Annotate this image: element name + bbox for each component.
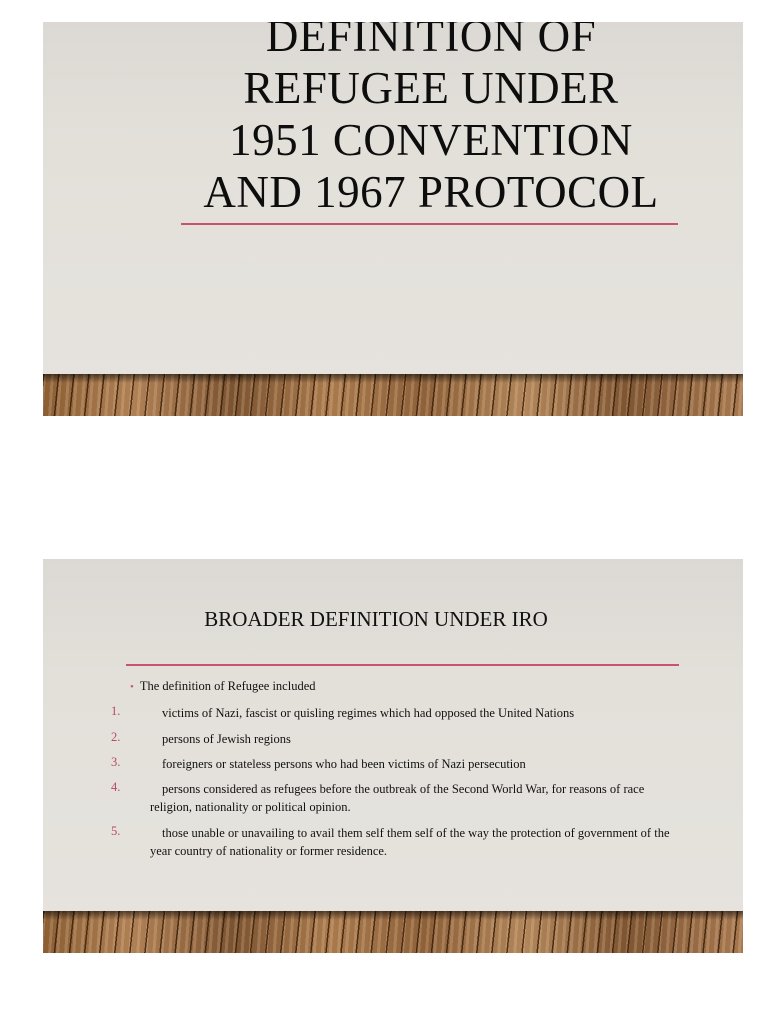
title-line: 1951 CONVENTION — [229, 115, 633, 165]
title-line: AND 1967 PROTOCOL — [203, 167, 659, 217]
wood-floor-decoration — [43, 374, 743, 416]
slide-1 — [43, 22, 743, 416]
item-text: persons of Jewish regions — [162, 732, 291, 746]
title-underline-divider — [181, 223, 678, 225]
bullet-item — [130, 679, 316, 694]
title-line: REFUGEE UNDER — [243, 63, 619, 113]
wood-floor-decoration — [43, 911, 743, 953]
numbered-item — [111, 730, 671, 748]
item-text: victims of Nazi, fascist or quisling regimes which had opposed the United Nations — [162, 706, 575, 720]
item-number: 1. — [111, 704, 121, 718]
numbered-item — [111, 824, 671, 860]
item-text: those unable or unavailing to avail them self them self of the way the protection of government of the year country of nationality or former residence. — [150, 826, 670, 858]
item-text: persons considered as refugees before the outbreak of the Second World War, for reasons of race religion, nationality or political opinion. — [150, 782, 645, 814]
title-line: DEFINITION OF — [265, 22, 597, 61]
item-number: 3. — [111, 755, 121, 769]
numbered-item — [111, 780, 671, 816]
item-number: 2. — [111, 730, 121, 744]
numbered-item — [111, 755, 671, 773]
item-text: foreigners or stateless persons who had been victims of Nazi persecution — [162, 757, 526, 771]
item-number: 4. — [111, 780, 121, 794]
slide-1-title — [181, 22, 681, 218]
bullet-dot-icon: • — [130, 681, 134, 693]
slide-2-title: BROADER DEFINITION UNDER IRO — [204, 607, 548, 631]
slide-2 — [43, 559, 743, 953]
item-number: 5. — [111, 824, 121, 838]
numbered-item — [111, 704, 671, 722]
bullet-text: The definition of Refugee included — [139, 679, 316, 693]
title-underline-divider — [126, 664, 679, 666]
